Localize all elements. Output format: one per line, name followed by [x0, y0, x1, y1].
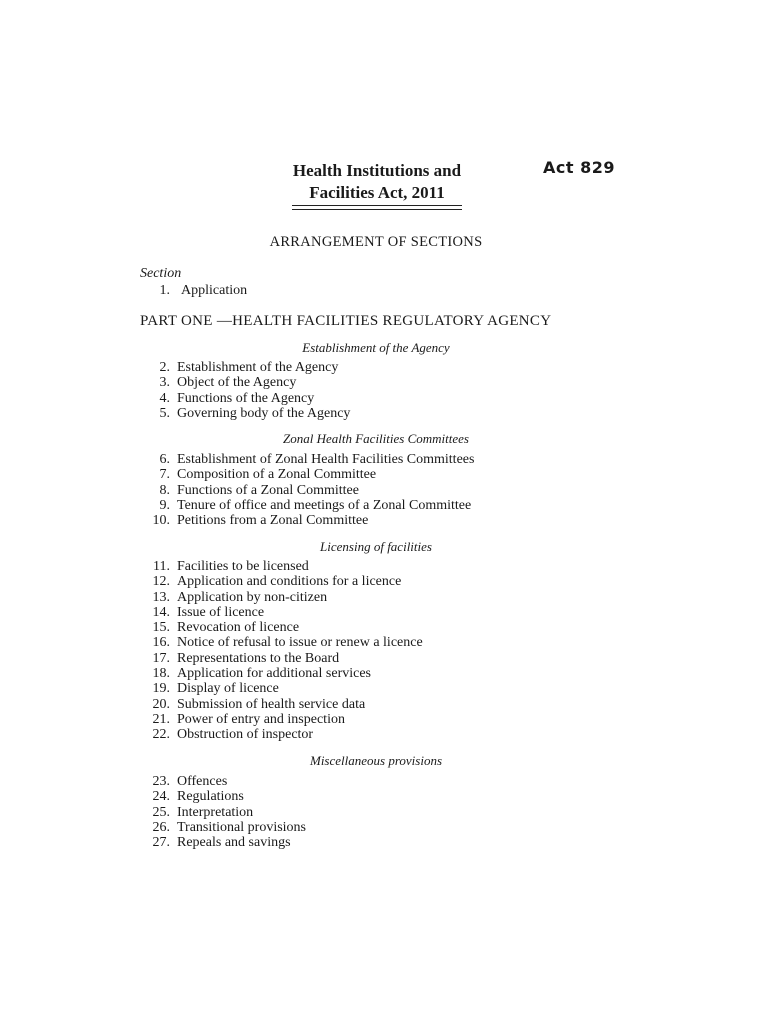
- act-title-line-1: Health Institutions and: [292, 161, 462, 180]
- section-title: Representations to the Board: [177, 650, 340, 666]
- section-title: Composition of a Zonal Committee: [177, 467, 377, 483]
- section-number: 8.: [159, 482, 170, 498]
- section-title: Functions of the Agency: [177, 390, 315, 406]
- list-item: [140, 559, 620, 574]
- section-number: 19.: [152, 681, 170, 697]
- section-title: Application: [181, 283, 248, 298]
- section-number: 26.: [152, 819, 170, 835]
- section-number: 15.: [152, 620, 170, 636]
- section-title: Tenure of office and meetings of a Zonal Committee: [177, 497, 472, 513]
- list-item: [140, 620, 620, 635]
- list-item: [140, 712, 620, 727]
- subheading-establishment: Establishment of the Agency: [302, 340, 450, 355]
- list-item: [140, 635, 620, 650]
- list-item: [140, 820, 620, 835]
- list-item: [140, 697, 620, 712]
- list-item: [140, 483, 620, 498]
- section-list-zonal-committees: [140, 452, 620, 528]
- list-item: [140, 283, 620, 298]
- section-number: 6.: [159, 452, 170, 467]
- section-list-establishment: [140, 360, 620, 421]
- section-number: 17.: [152, 650, 170, 666]
- list-item: [140, 467, 620, 482]
- act-title: [262, 160, 492, 204]
- section-title: Object of the Agency: [177, 375, 297, 391]
- act-number: Act 829: [543, 158, 615, 177]
- section-number: 2.: [159, 360, 170, 375]
- arrangement-heading: ARRANGEMENT OF SECTIONS: [269, 234, 483, 250]
- section-number: 10.: [152, 513, 170, 529]
- subheading-zonal-committees: Zonal Health Facilities Committees: [283, 431, 469, 446]
- section-number: 5.: [159, 405, 170, 421]
- title-double-rule: [292, 205, 462, 210]
- section-list-miscellaneous: [140, 774, 620, 850]
- section-title: Facilities to be licensed: [177, 559, 309, 574]
- section-number: 16.: [152, 635, 170, 651]
- list-item: [140, 681, 620, 696]
- section-title: Petitions from a Zonal Committee: [177, 513, 369, 529]
- section-column-label: Section: [140, 266, 182, 281]
- list-item: [140, 666, 620, 681]
- section-title: Interpretation: [177, 804, 254, 820]
- section-number: 9.: [159, 497, 170, 513]
- list-item: [140, 651, 620, 666]
- section-number: 21.: [152, 711, 170, 727]
- section-title: Application and conditions for a licence: [177, 574, 402, 590]
- section-title: Power of entry and inspection: [177, 711, 345, 727]
- intro-list: [140, 283, 620, 298]
- list-item: [140, 789, 620, 804]
- list-item: [140, 391, 620, 406]
- list-item: [140, 360, 620, 375]
- list-item: [140, 375, 620, 390]
- list-item: [140, 774, 620, 789]
- section-number: 4.: [159, 390, 170, 406]
- section-number: 3.: [159, 375, 170, 391]
- section-number: 25.: [152, 804, 170, 820]
- section-title: Notice of refusal to issue or renew a licence: [177, 635, 423, 651]
- list-item: [140, 498, 620, 513]
- section-number: 7.: [159, 467, 170, 483]
- section-title: Application by non-citizen: [177, 589, 328, 605]
- section-title: Establishment of Zonal Health Facilities Committees: [177, 452, 475, 467]
- section-number: 23.: [152, 774, 170, 789]
- section-number: 13.: [152, 589, 170, 605]
- subheading-miscellaneous: Miscellaneous provisions: [309, 753, 443, 768]
- part-one-heading: PART ONE —HEALTH FACILITIES REGULATORY AGENCY: [140, 313, 552, 329]
- section-number: 27.: [152, 835, 170, 851]
- section-number: 14.: [152, 604, 170, 620]
- list-item: [140, 805, 620, 820]
- section-title: Regulations: [177, 789, 244, 805]
- section-title: Offences: [177, 774, 228, 789]
- section-title: Transitional provisions: [177, 819, 306, 835]
- section-number: 18.: [152, 666, 170, 682]
- section-list-licensing: [140, 559, 620, 743]
- list-item: [140, 452, 620, 467]
- section-title: Governing body of the Agency: [177, 405, 351, 421]
- list-item: [140, 406, 620, 421]
- section-title: Establishment of the Agency: [177, 360, 339, 375]
- section-number: 1.: [159, 283, 170, 298]
- section-number: 20.: [152, 696, 170, 712]
- act-title-line-2: Facilities Act, 2011: [309, 183, 445, 202]
- section-title: Functions of a Zonal Committee: [177, 482, 359, 498]
- subheading-licensing: Licensing of facilities: [320, 539, 432, 554]
- section-title: Application for additional services: [177, 666, 371, 682]
- section-title: Obstruction of inspector: [177, 727, 314, 743]
- list-item: [140, 574, 620, 589]
- section-title: Display of licence: [177, 681, 279, 697]
- section-title: Issue of licence: [177, 604, 265, 620]
- section-title: Submission of health service data: [177, 696, 366, 712]
- section-number: 24.: [152, 789, 170, 805]
- section-number: 22.: [152, 727, 170, 743]
- list-item: [140, 727, 620, 742]
- section-title: Repeals and savings: [177, 835, 291, 851]
- section-number: 12.: [152, 574, 170, 590]
- section-title: Revocation of licence: [177, 620, 300, 636]
- section-number: 11.: [153, 559, 170, 574]
- list-item: [140, 835, 620, 850]
- list-item: [140, 590, 620, 605]
- list-item: [140, 605, 620, 620]
- list-item: [140, 513, 620, 528]
